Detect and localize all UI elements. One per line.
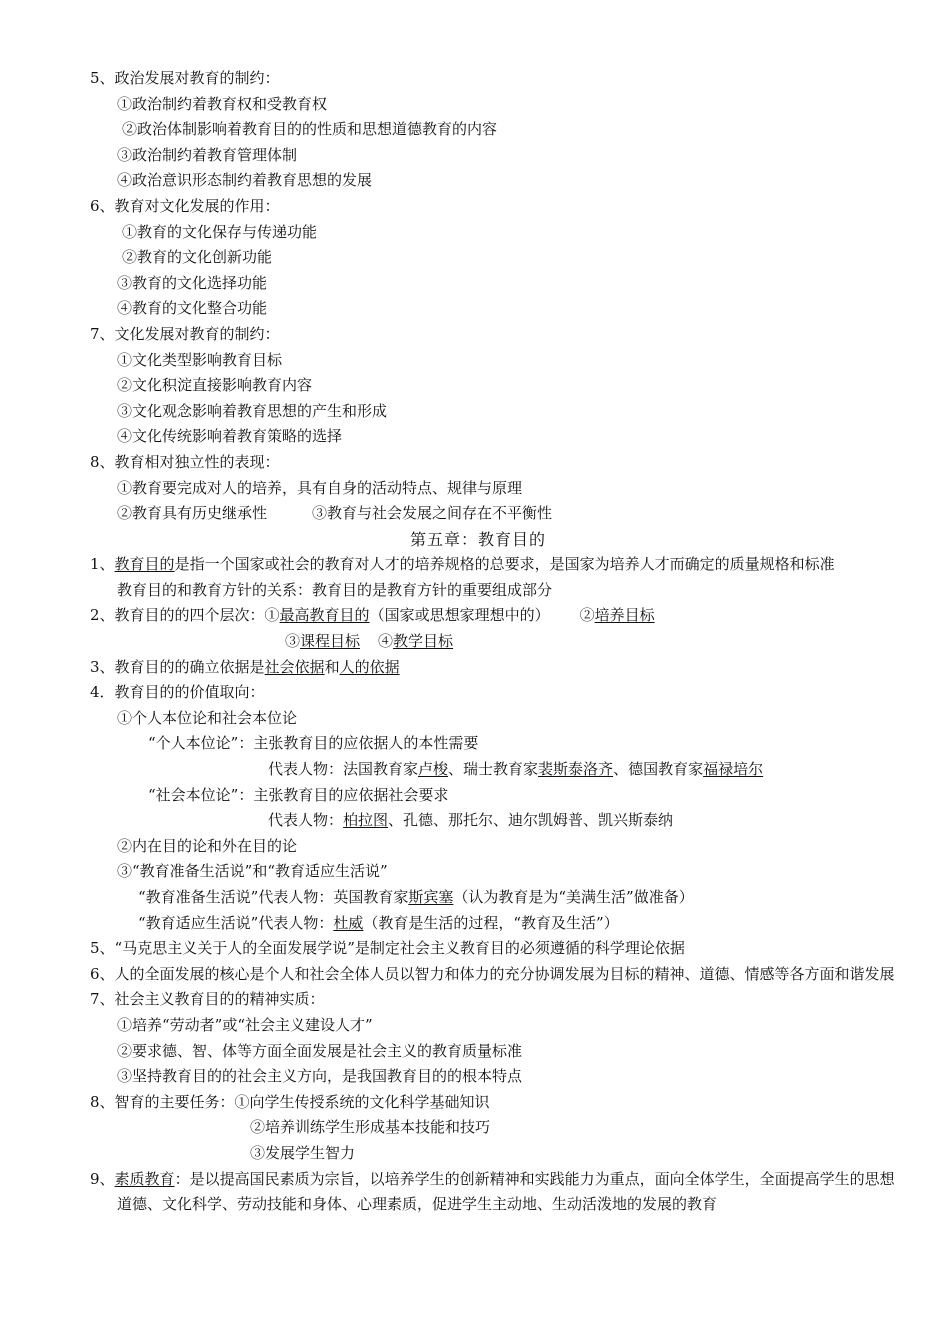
c4-social: “社会本位论”：主张教育目的应依据社会要求 <box>148 785 449 804</box>
c4-prep-note: （认为教育是为“美满生活”做准备） <box>453 888 694 906</box>
c4-item-1: ①个人本位论和社会本位论 <box>117 708 298 727</box>
s6-title: 6、教育对文化发展的作用： <box>90 196 280 215</box>
c4-rep-spencer: 斯宾塞 <box>408 888 454 906</box>
s7-item-3: ③文化观念影响着教育思想的产生和形成 <box>117 401 388 420</box>
c4-rep-froebel: 福禄培尔 <box>703 760 764 779</box>
c8-row-1 <box>0 1090 950 1116</box>
c3-mid: 和 <box>324 657 340 676</box>
c2-prefix: 2、教育目的的四个层次：① <box>90 606 280 625</box>
c2-level-4-prefix: ④ <box>378 632 394 651</box>
c4-rep-pestalozzi: 裴斯泰洛齐 <box>538 760 614 779</box>
document-page <box>0 66 950 1218</box>
c4-ind-rep-prefix: 代表人物：法国教育家 <box>268 760 419 779</box>
s7-item-4: ④文化传统影响着教育策略的选择 <box>117 427 343 446</box>
chapter-heading: 第五章：教育目的 <box>410 529 547 549</box>
c7-title: 7、社会主义教育目的的精神实质： <box>90 990 325 1009</box>
c4-rep-dewey: 杜威 <box>333 913 364 932</box>
c1-num: 1、 <box>90 555 115 574</box>
c4-ind-rep-mid1: 、瑞士教育家 <box>448 760 539 779</box>
c4-rep-rousseau: 卢梭 <box>418 760 449 779</box>
c4-item-3: ③“教育准备生活说”和“教育适应生活说” <box>117 862 388 881</box>
s5-item-2: ②政治体制影响着教育目的的性质和思想道德教育的内容 <box>122 120 498 139</box>
c8-item-2: ②培养训练学生形成基本技能和技巧 <box>250 1118 491 1137</box>
s8-item-3: ③教育与社会发展之间存在不平衡性 <box>312 504 553 523</box>
c2-level-3: 课程目标 <box>300 632 361 651</box>
c4-adapt-note: （教育是生活的过程，“教育及生活”） <box>363 913 619 932</box>
c4-individual: “个人本位论”：主张教育目的应依据人的本性需要 <box>148 734 479 753</box>
s5-item-4: ④政治意识形态制约着教育思想的发展 <box>117 171 373 190</box>
c8-prefix: 8、智育的主要任务： <box>90 1092 235 1111</box>
c4-item-2: ②内在目的论和外在目的论 <box>117 836 298 855</box>
c4-soc-rep-rest: 、孔德、那托尔、迪尔凯姆普、凯兴斯泰纳 <box>388 811 674 830</box>
s8-items-2-3 <box>0 501 950 527</box>
c8-item-1: ①向学生传授系统的文化科学基础知识 <box>234 1092 490 1111</box>
c7-item-2: ②要求德、智、体等方面全面发展是社会主义的教育质量标准 <box>117 1041 523 1060</box>
s6-item-1: ①教育的文化保存与传递功能 <box>122 222 318 241</box>
s6-item-4: ④教育的文化整合功能 <box>117 299 268 318</box>
c3-basis-human: 人的依据 <box>339 657 400 676</box>
s8-item-1: ①教育要完成对人的培养，具有自身的活动特点、规律与原理 <box>117 478 523 497</box>
c9-num: 9、 <box>90 1169 115 1188</box>
c4-adaptation <box>0 911 950 937</box>
c1-sub: 教育目的和教育方针的关系：教育目的是教育方针的重要组成部分 <box>117 580 553 599</box>
c6-text: 6、人的全面发展的核心是个人和社会全体人员以智力和体力的充分协调发展为目标的精神、道德、情感等各方面和谐发展 <box>90 964 895 983</box>
c4-rep-plato: 柏拉图 <box>343 811 389 830</box>
c1-definition <box>0 552 907 578</box>
c2-level-1-note: （国家或思想家理想中的） <box>369 606 550 625</box>
s8-title: 8、教育相对独立性的表现： <box>90 452 280 471</box>
c3-basis-social: 社会依据 <box>264 657 325 676</box>
c9-term: 素质教育 <box>114 1169 175 1188</box>
c3-basis <box>0 655 950 681</box>
s5-item-1: ①政治制约着教育权和受教育权 <box>117 94 328 113</box>
c9-definition <box>0 1167 907 1218</box>
c2-level-4: 教学目标 <box>393 632 454 651</box>
s7-item-1: ①文化类型影响教育目标 <box>117 350 283 369</box>
c4-individual-reps <box>0 757 950 783</box>
c4-social-reps <box>0 808 950 834</box>
c2-level-1: 最高教育目的 <box>279 606 370 625</box>
c2-levels-row-1 <box>0 603 950 629</box>
s6-item-3: ③教育的文化选择功能 <box>117 273 268 292</box>
c3-prefix: 3、教育目的的确立依据是 <box>90 657 265 676</box>
c9-text: ：是以提高国民素质为宗旨，以培养学生的创新精神和实践能力为重点，面向全体学生，全面提高学生的思想道德、文化科学、劳动技能和身体、心理素质，促进学生主动地、生动活泼地的发展的教育 <box>117 1169 895 1214</box>
c4-preparation <box>0 885 950 911</box>
c2-level-3-prefix: ③ <box>285 632 301 651</box>
c7-item-3: ③坚持教育目的的社会主义方向，是我国教育目的的根本特点 <box>117 1067 523 1086</box>
s6-item-2: ②教育的文化创新功能 <box>122 248 273 267</box>
s7-item-2: ②文化积淀直接影响教育内容 <box>117 376 313 395</box>
c4-prep-prefix: “教育准备生活说”代表人物：英国教育家 <box>138 888 409 906</box>
c8-item-3: ③发展学生智力 <box>250 1143 356 1162</box>
c4-soc-rep-prefix: 代表人物： <box>268 811 344 830</box>
s5-item-3: ③政治制约着教育管理体制 <box>117 145 298 164</box>
c4-adapt-prefix: “教育适应生活说”代表人物： <box>138 913 334 932</box>
c2-level-2-prefix: ② <box>579 606 595 625</box>
c7-item-1: ①培养“劳动者”或“社会主义建设人才” <box>117 1015 373 1034</box>
c1-term: 教育目的 <box>114 555 175 574</box>
c2-levels-row-2 <box>0 629 950 655</box>
c2-level-2: 培养目标 <box>594 606 655 625</box>
c5-text: 5、“马克思主义关于人的全面发展学说”是制定社会主义教育目的必须遵循的科学理论依据 <box>90 939 685 958</box>
s8-item-2: ②教育具有历史继承性 <box>117 504 268 523</box>
s5-title: 5、政治发展对教育的制约： <box>90 69 280 87</box>
c4-ind-rep-mid2: 、德国教育家 <box>613 760 704 779</box>
c1-text: 是指一个国家或社会的教育对人才的培养规格的总要求，是国家为培养人才而确定的质量规格和标准 <box>174 555 835 574</box>
s7-title: 7、文化发展对教育的制约： <box>90 324 280 343</box>
c4-title: 4．教育目的的价值取向： <box>90 683 265 702</box>
